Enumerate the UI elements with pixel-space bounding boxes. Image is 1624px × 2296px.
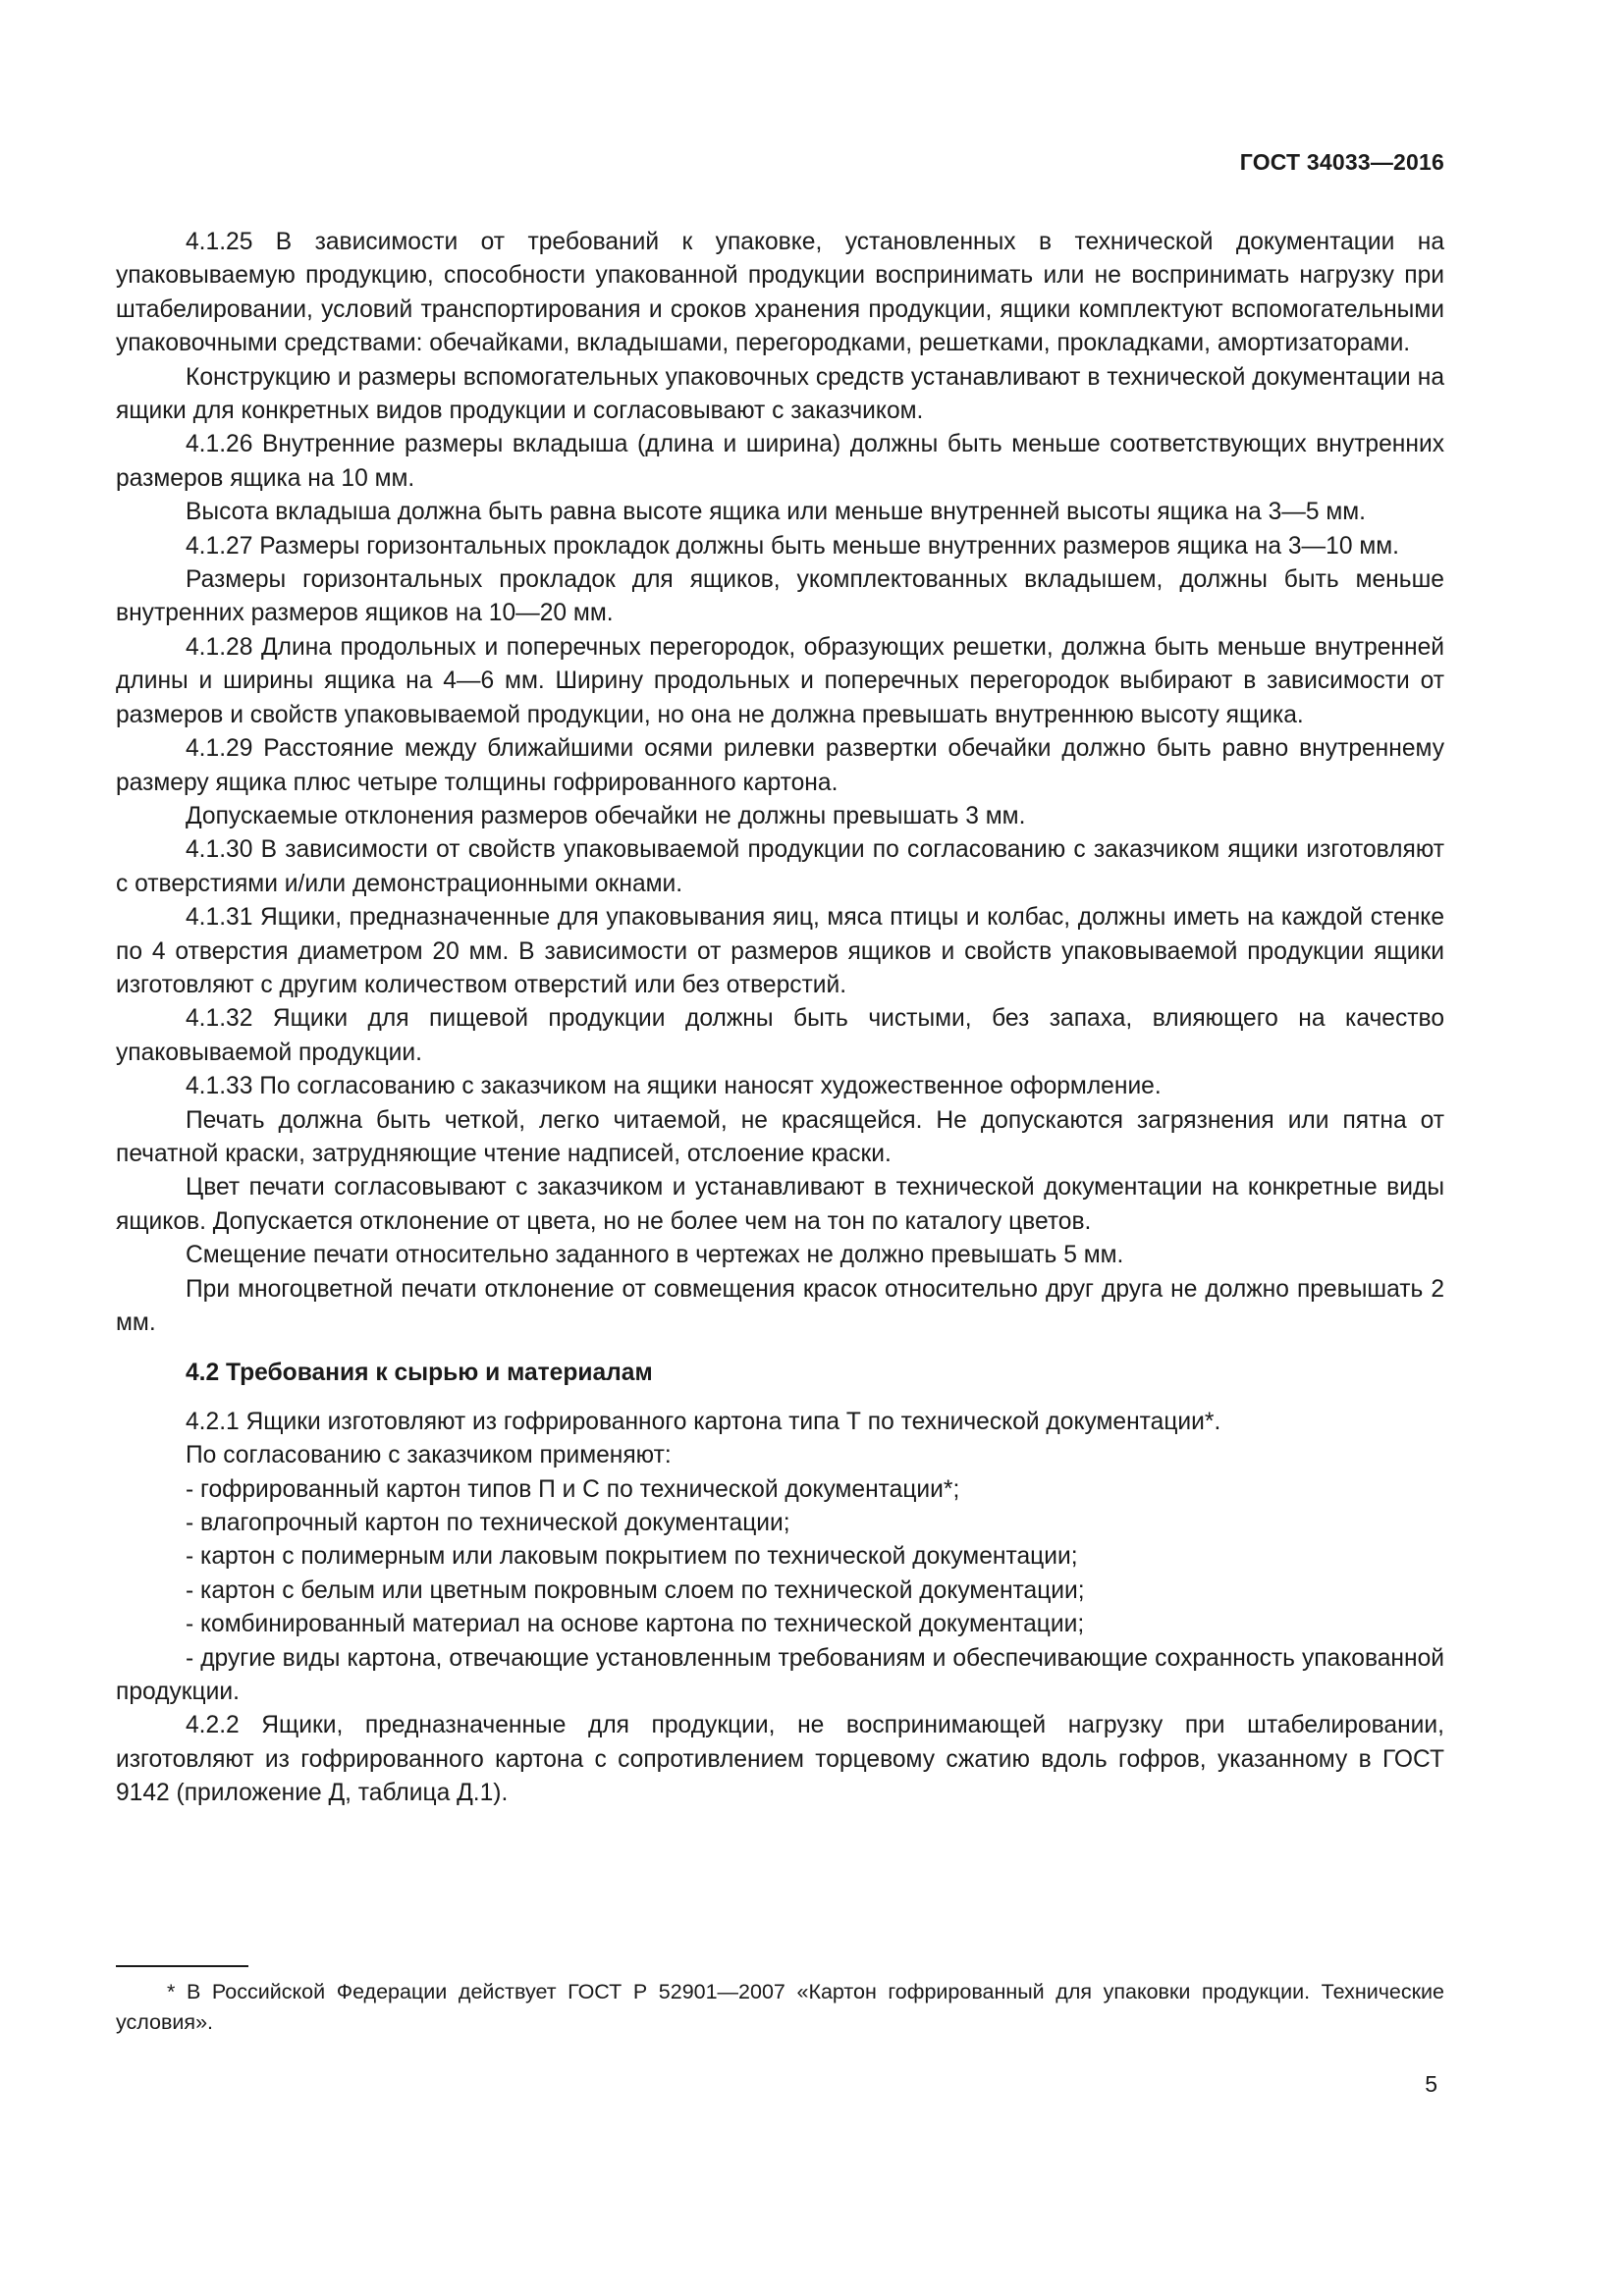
paragraph: 4.1.33 По согласованию с заказчиком на ящики наносят художественное оформление. <box>186 1073 1162 1100</box>
list-item: - картон с белым или цветным покровным слоем по технической документации; <box>186 1576 1085 1604</box>
paragraph: 4.2.1 Ящики изготовляют из гофрированного картона типа Т по технической документации*. <box>186 1408 1221 1435</box>
list-item: - картон с полимерным или лаковым покрытием по технической документации; <box>186 1543 1078 1571</box>
paragraph: Цвет печати согласовывают с заказчиком и устанавливают в технической документации на конкретные виды ящиков. Допускается отклонение от цвета, но не более чем на тон по каталогу цветов. <box>116 1174 1444 1235</box>
paragraph: 4.1.26 Внутренние размеры вкладыша (длина и ширина) должны быть меньше соответствующих внутренних размеров ящика на 10 мм. <box>116 431 1444 492</box>
section-heading: 4.2 Требования к сырью и материалам <box>186 1360 653 1387</box>
paragraph: 4.1.29 Расстояние между ближайшими осями рилевки развертки обечайки должно быть равно внутреннему размеру ящика плюс четыре толщины гофрированного картона. <box>116 735 1444 796</box>
list-item: - гофрированный картон типов П и С по технической документации*; <box>186 1475 960 1503</box>
footnote <box>116 1977 1444 2038</box>
list-item: - влагопрочный картон по технической документации; <box>186 1510 790 1537</box>
paragraph: 4.2.2 Ящики, предназначенные для продукции, не воспринимающей нагрузку при штабелировании, изготовляют из гофрированного картона с сопротивлением торцевому сжатию вдоль гофров, указанному в ГОСТ 9142 (приложение Д, таблица Д.1). <box>116 1712 1444 1807</box>
paragraph: Допускаемые отклонения размеров обечайки не должны превышать 3 мм. <box>186 802 1026 829</box>
paragraph: 4.1.27 Размеры горизонтальных прокладок должны быть меньше внутренних размеров ящика на 3—10 мм. <box>186 532 1399 560</box>
footnote-text: * В Российской Федерации действует ГОСТ Р 52901—2007 «Картон гофрированный для упаковки продукции. Технические условия». <box>116 1980 1444 2034</box>
paragraph: 4.1.31 Ящики, предназначенные для упаковывания яиц, мяса птицы и колбас, должны иметь на каждой стенке по 4 отверстия диаметром 20 мм. В зависимости от размеров ящиков и свойств упаковываемой продукции ящики изготовляют с другим количеством отверстий или без отверстий. <box>116 904 1444 998</box>
paragraph: 4.1.32 Ящики для пищевой продукции должны быть чистыми, без запаха, влияющего на качество упаковываемой продукции. <box>116 1005 1444 1066</box>
paragraph: Смещение печати относительно заданного в чертежах не должно превышать 5 мм. <box>186 1242 1124 1269</box>
document-body <box>116 226 1444 1811</box>
paragraph: Печать должна быть четкой, легко читаемой, не красящейся. Не допускаются загрязнения или пятна от печатной краски, затрудняющие чтение надписей, отслоение краски. <box>116 1106 1444 1167</box>
list-item: - другие виды картона, отвечающие установленным требованиям и обеспечивающие сохранность упакованной продукции. <box>116 1644 1444 1706</box>
paragraph: Размеры горизонтальных прокладок для ящиков, укомплектованных вкладышем, должны быть меньше внутренних размеров ящиков на 10—20 мм. <box>116 566 1444 627</box>
paragraph: Высота вкладыша должна быть равна высоте ящика или меньше внутренней высоты ящика на 3—5 мм. <box>186 499 1367 526</box>
paragraph: При многоцветной печати отклонение от совмещения красок относительно друг друга не должно превышать 2 мм. <box>116 1275 1444 1336</box>
paragraph: 4.1.30 В зависимости от свойств упаковываемой продукции по согласованию с заказчиком ящики изготовляют с отверстиями и/или демонстрационными окнами. <box>116 836 1444 897</box>
page-number: 5 <box>1425 2071 1437 2097</box>
list-item: - комбинированный материал на основе картона по технической документации; <box>186 1611 1085 1638</box>
paragraph: 4.1.25 В зависимости от требований к упаковке, установленных в технической документации на упаковываемую продукцию, способности упакованной продукции воспринимать или не воспринимать нагрузку при штабелировании, условий транспортирования и сроков хранения продукции, ящики комплектуют вспомогательными упаковочными средствами: обечайками, вкладышами, перегородками, решетками, прокладками, амортизаторами. <box>116 229 1444 357</box>
document-id-header: ГОСТ 34033—2016 <box>1239 149 1444 175</box>
paragraph: По согласованию с заказчиком применяют: <box>186 1442 672 1469</box>
paragraph: Конструкцию и размеры вспомогательных упаковочных средств устанавливают в технической документации на ящики для конкретных видов продукции и согласовывают с заказчиком. <box>116 363 1444 425</box>
footnote-divider <box>116 1965 248 1967</box>
paragraph: 4.1.28 Длина продольных и поперечных перегородок, образующих решетки, должна быть меньше внутренней длины и ширины ящика на 4—6 мм. Ширину продольных и поперечных перегородок выбирают в зависимости от размеров и свойств упаковываемой продукции, но она не должна превышать внутреннюю высоту ящика. <box>116 633 1444 728</box>
